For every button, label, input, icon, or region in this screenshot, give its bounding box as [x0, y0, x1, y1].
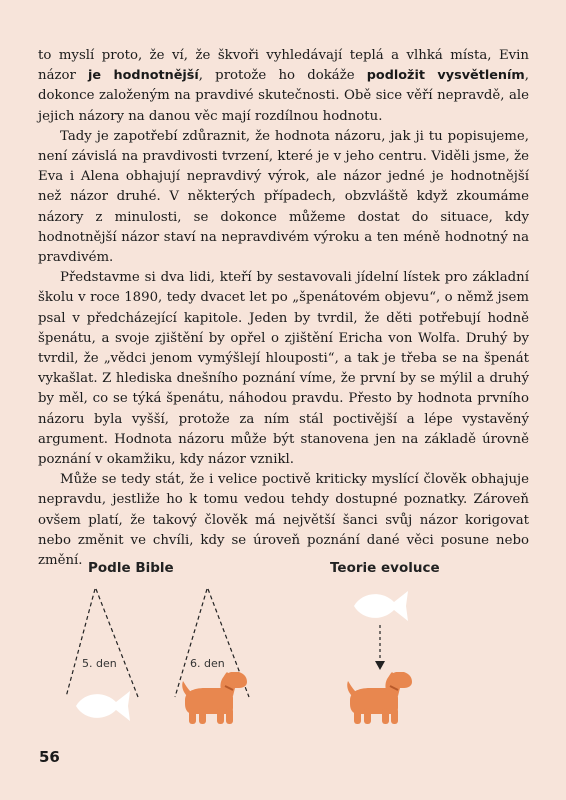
- paragraph-text: , dokonce založeným na pravdivé skutečnosti. Obě sice věří nepravdě, ale jejich názory na danou věc mají rozdílnou hodnotu.: [38, 68, 529, 124]
- paragraph: Představme si dva lidi, kteří by sestavovali jídelní lístek pro základní školu v roce 1890, tedy dvacet let po „špenátovém objevu“, o němž jsem psal v předcházející kapitole. Jeden by tvrdil, že děti potřebují hodně špenátu, a svoje zjištění by opřel o zjištění Ericha von Wolfa. Druhý by tvrdil, že „vědci jenom vymýšlejí hlouposti“, a tak je třeba se na špenát vykašlat. Z hlediska dnešního poznání víme, že první by se mýlil a druhý by měl, co se týká špenátu, náhodou pravdu. Přesto by hodnota prvního názoru byla vyšší, protože za ním stál poctivější a lépe vystavěný argument. Hodnota názoru může být stanovena jen na základě úrovně poznání v okamžiku, kdy názor vznikl.: [38, 270, 529, 468]
- day6-label: 6. den: [190, 657, 225, 670]
- page-number: 56: [39, 748, 60, 766]
- arrow-down-icon: [375, 661, 385, 670]
- fish-icon: [76, 691, 130, 721]
- dog-icon: [182, 672, 247, 724]
- paragraph: Může se tedy stát, že i velice poctivě kriticky myslící člověk obhajuje nepravdu, jestliže ho k tomu vedou tehdy dostupné poznatky. Zároveň ovšem platí, že takový člověk má největší šanci svůj názor korigovat nebo změnit ve chvíli, kdy se úroveň poznání dané věci posune nebo změní.: [38, 472, 529, 569]
- figure-title-evolution: Teorie evoluce: [330, 560, 440, 576]
- creation-day5: [66, 589, 138, 721]
- emphasis-text: podložit vysvětlením: [366, 68, 525, 84]
- paragraph-text: , protože ho dokáže: [198, 68, 367, 84]
- evolution-diagram: [347, 591, 412, 724]
- paragraph: [38, 46, 529, 127]
- emphasis-text: je hodnotnější: [88, 68, 199, 84]
- illustration: [0, 575, 566, 745]
- page-body: [38, 46, 529, 571]
- paragraph: Tady je zapotřebí zdůraznit, že hodnota názoru, jak ji tu popisujeme, není závislá na pravdivosti tvrzení, které je v jeho centru. Viděli jsme, že Eva i Alena obhajují nepravdivý výrok, ale názor jedné je hodnotnější než názor druhé. V některých případech, obzvláště když zkoumáme názory z minulosti, se dokonce můžeme dostat do situace, kdy hodnotnější názor staví na nepravdivém výroku a ten méně hodnotný na pravdivém.: [38, 128, 529, 266]
- paragraph-text: to myslí proto, že ví, že škvoři vyhledávají teplá a vlhká místa, Evin názor: [38, 48, 529, 84]
- dog-icon: [347, 672, 412, 724]
- fish-icon: [354, 591, 408, 621]
- creation-day6: [175, 589, 249, 724]
- day5-label: 5. den: [82, 657, 117, 670]
- figure-title-bible: Podle Bible: [88, 560, 174, 576]
